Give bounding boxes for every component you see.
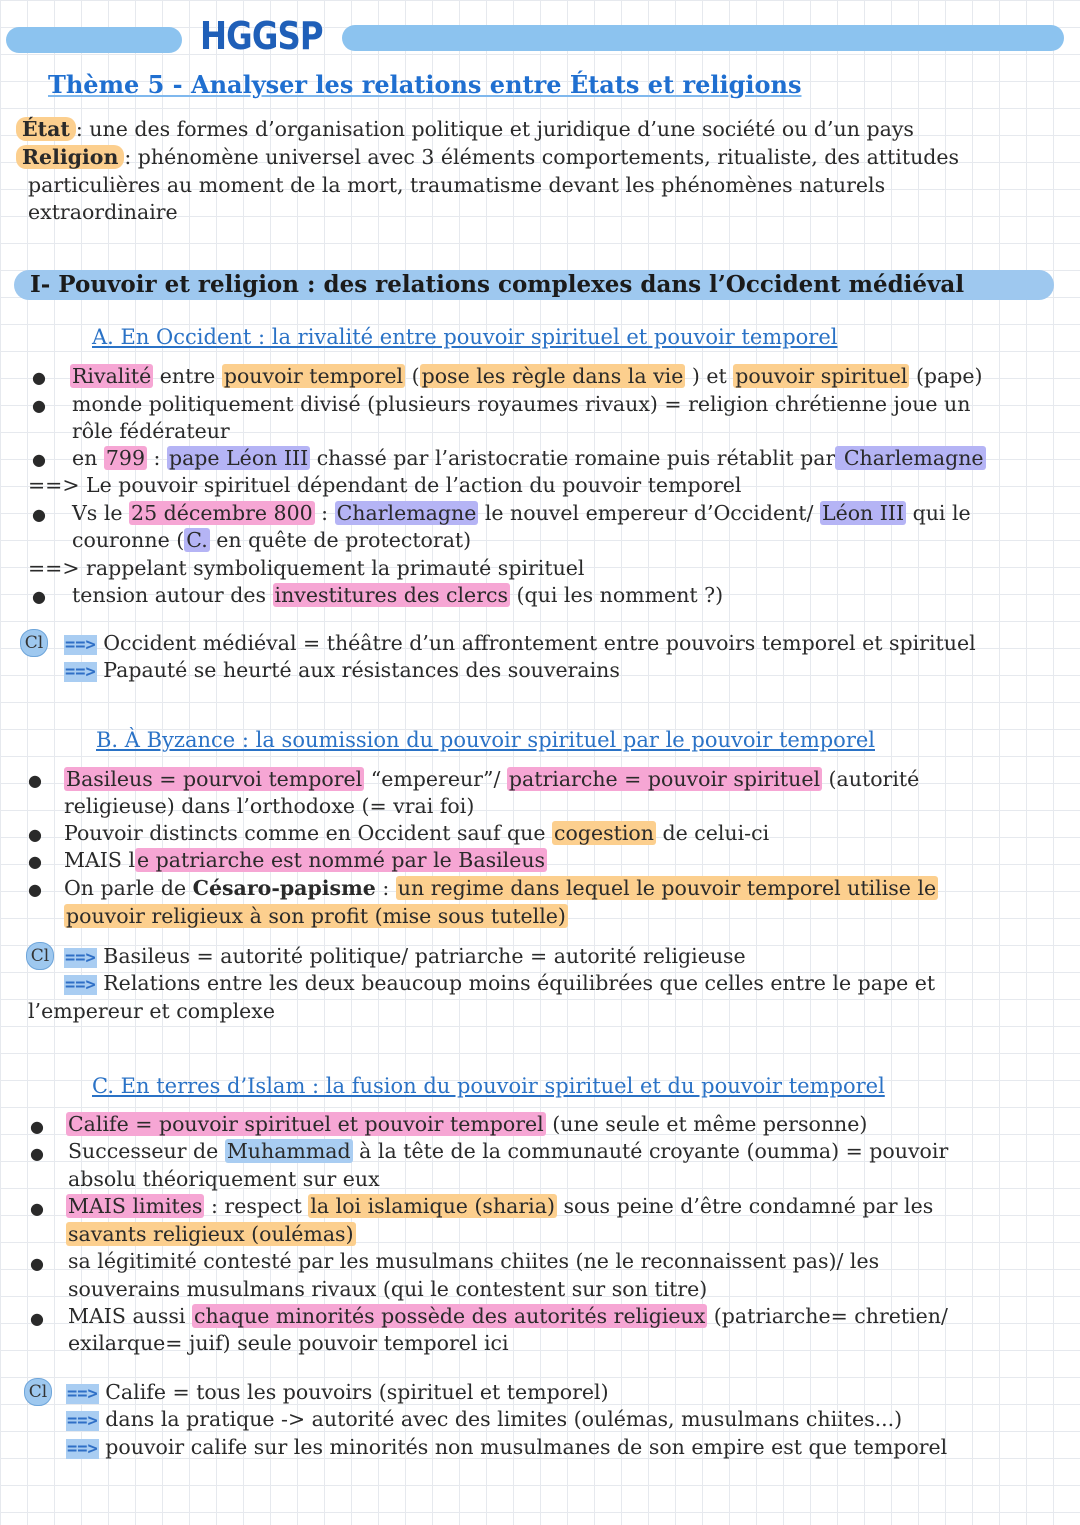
list-item: Rivalité entre pouvoir temporel (pose les règle dans la vie ) et pouvoir spirituel (pape) — [72, 364, 983, 388]
bullet-icon: ● — [30, 1117, 44, 1136]
arrow-icon: ==> — [65, 948, 96, 968]
header-bar-left — [6, 27, 182, 53]
list-item-cont: rôle fédérateur — [72, 419, 230, 443]
conclusion-line-cont: l’empereur et complexe — [28, 999, 276, 1023]
bullet-icon: ● — [30, 1309, 44, 1328]
definition-religion-cont: extraordinaire — [28, 200, 178, 224]
conclusion-line: ==> pouvoir calife sur les minorités non musulmanes de son empire est que temporel — [67, 1435, 948, 1459]
bullet-icon: ● — [32, 505, 46, 524]
header-bar-right — [342, 25, 1064, 51]
subheading-a: A. En Occident : la rivalité entre pouvoir spirituel et pouvoir temporel — [92, 325, 838, 349]
bullet-icon: ● — [30, 1254, 44, 1273]
list-item: Vs le 25 décembre 800 : Charlemagne le nouvel empereur d’Occident/ Léon III qui le — [72, 501, 971, 525]
definition-etat: État : une des formes d’organisation politique et juridique d’une société ou d’un pays — [16, 116, 914, 143]
list-item: MAIS aussi chaque minorités possède des autorités religieux (patriarche= chretien/ — [68, 1304, 948, 1328]
list-item: Pouvoir distincts comme en Occident sauf que cogestion de celui-ci — [64, 821, 770, 845]
conclusion-badge: Cl — [26, 942, 54, 970]
conclusion-line: ==> Calife = tous les pouvoirs (spirituel et temporel) — [67, 1380, 609, 1404]
arrow-icon: ==> — [65, 635, 96, 655]
subheading-b: B. À Byzance : la soumission du pouvoir spirituel par le pouvoir temporel — [96, 728, 875, 752]
bullet-icon: ● — [30, 1199, 44, 1218]
list-item-cont: pouvoir religieux à son profit (mise sous tutelle) — [66, 904, 566, 928]
list-item: On parle de Césaro-papisme : un regime dans lequel le pouvoir temporel utilise le — [64, 876, 937, 900]
list-item: Calife = pouvoir spirituel et pouvoir temporel (une seule et même personne) — [68, 1112, 868, 1136]
list-item-cont: religieuse) dans l’orthodoxe (= vrai foi) — [64, 794, 475, 818]
bullet-icon: ● — [32, 450, 46, 469]
bullet-icon: ● — [32, 368, 46, 387]
arrow-icon: ==> — [67, 1384, 98, 1404]
list-item: MAIS le patriarche est nommé par le Basileus — [64, 848, 546, 872]
arrow-note: ==> rappelant symboliquement la primauté spirituel — [28, 556, 585, 580]
section-title: I- Pouvoir et religion : des relations complexes dans l’Occident médiéval — [30, 271, 965, 298]
subheading-c: C. En terres d’Islam : la fusion du pouvoir spirituel et du pouvoir temporel — [92, 1074, 885, 1098]
arrow-icon: ==> — [65, 662, 96, 682]
conclusion-badge: Cl — [20, 629, 48, 657]
bullet-icon: ● — [28, 880, 42, 899]
arrow-icon: ==> — [67, 1411, 98, 1431]
list-item-cont: couronne (C. en quête de protectorat) — [72, 528, 472, 552]
bullet-icon: ● — [28, 852, 42, 871]
arrow-note: ==> Le pouvoir spirituel dépendant de l’action du pouvoir temporel — [28, 473, 742, 497]
list-item: sa légitimité contesté par les musulmans chiites (ne le reconnaissent pas)/ les — [68, 1249, 880, 1273]
conclusion-badge: Cl — [24, 1378, 52, 1406]
list-item: en 799 : pape Léon III chassé par l’aristocratie romaine puis rétablit par Charlemagne — [72, 446, 984, 470]
list-item-cont: absolu théoriquement sur eux — [68, 1167, 380, 1191]
list-item: Basileus = pourvoi temporel “empereur”/ patriarche = pouvoir spirituel (autorité — [66, 767, 920, 791]
bullet-icon: ● — [32, 396, 46, 415]
list-item: tension autour des investitures des clercs (qui les nomment ?) — [72, 583, 724, 607]
bullet-icon: ● — [30, 1144, 44, 1163]
arrow-icon: ==> — [65, 975, 96, 995]
page-title: Thème 5 - Analyser les relations entre États et religions — [48, 70, 802, 99]
term-religion: Religion — [16, 145, 124, 169]
page-brand: HGGSP — [200, 14, 323, 58]
list-item-cont: savants religieux (oulémas) — [68, 1222, 354, 1246]
arrow-icon: ==> — [67, 1439, 98, 1459]
list-item-cont: souverains musulmans rivaux (qui le contestent sur son titre) — [68, 1277, 708, 1301]
conclusion-line: ==> dans la pratique -> autorité avec des limites (oulémas, musulmans chiites...) — [67, 1407, 903, 1431]
conclusion-line: ==> Papauté se heurté aux résistances des souverains — [65, 658, 620, 682]
list-item: monde politiquement divisé (plusieurs royaumes rivaux) = religion chrétienne joue un — [72, 392, 971, 416]
bullet-icon: ● — [32, 587, 46, 606]
conclusion-line: ==> Basileus = autorité politique/ patriarche = autorité religieuse — [65, 944, 746, 968]
term-etat: État — [16, 117, 76, 141]
conclusion-line: ==> Relations entre les deux beaucoup moins équilibrées que celles entre le pape et — [65, 971, 936, 995]
definition-religion: Religion : phénomène universel avec 3 éléments comportements, ritualiste, des attitudes — [16, 144, 959, 171]
conclusion-line: ==> Occident médiéval = théâtre d’un affrontement entre pouvoirs temporel et spirituel — [65, 631, 976, 655]
bullet-icon: ● — [28, 771, 42, 790]
list-item-cont: exilarque= juif) seule pouvoir temporel ici — [68, 1331, 509, 1355]
definition-religion-cont: particulières au moment de la mort, traumatisme devant les phénomènes naturels — [28, 173, 886, 197]
bullet-icon: ● — [28, 825, 42, 844]
list-item: MAIS limites : respect la loi islamique (sharia) sous peine d’être condamné par les — [68, 1194, 934, 1218]
list-item: Successeur de Muhammad à la tête de la communauté croyante (oumma) = pouvoir — [68, 1139, 949, 1163]
